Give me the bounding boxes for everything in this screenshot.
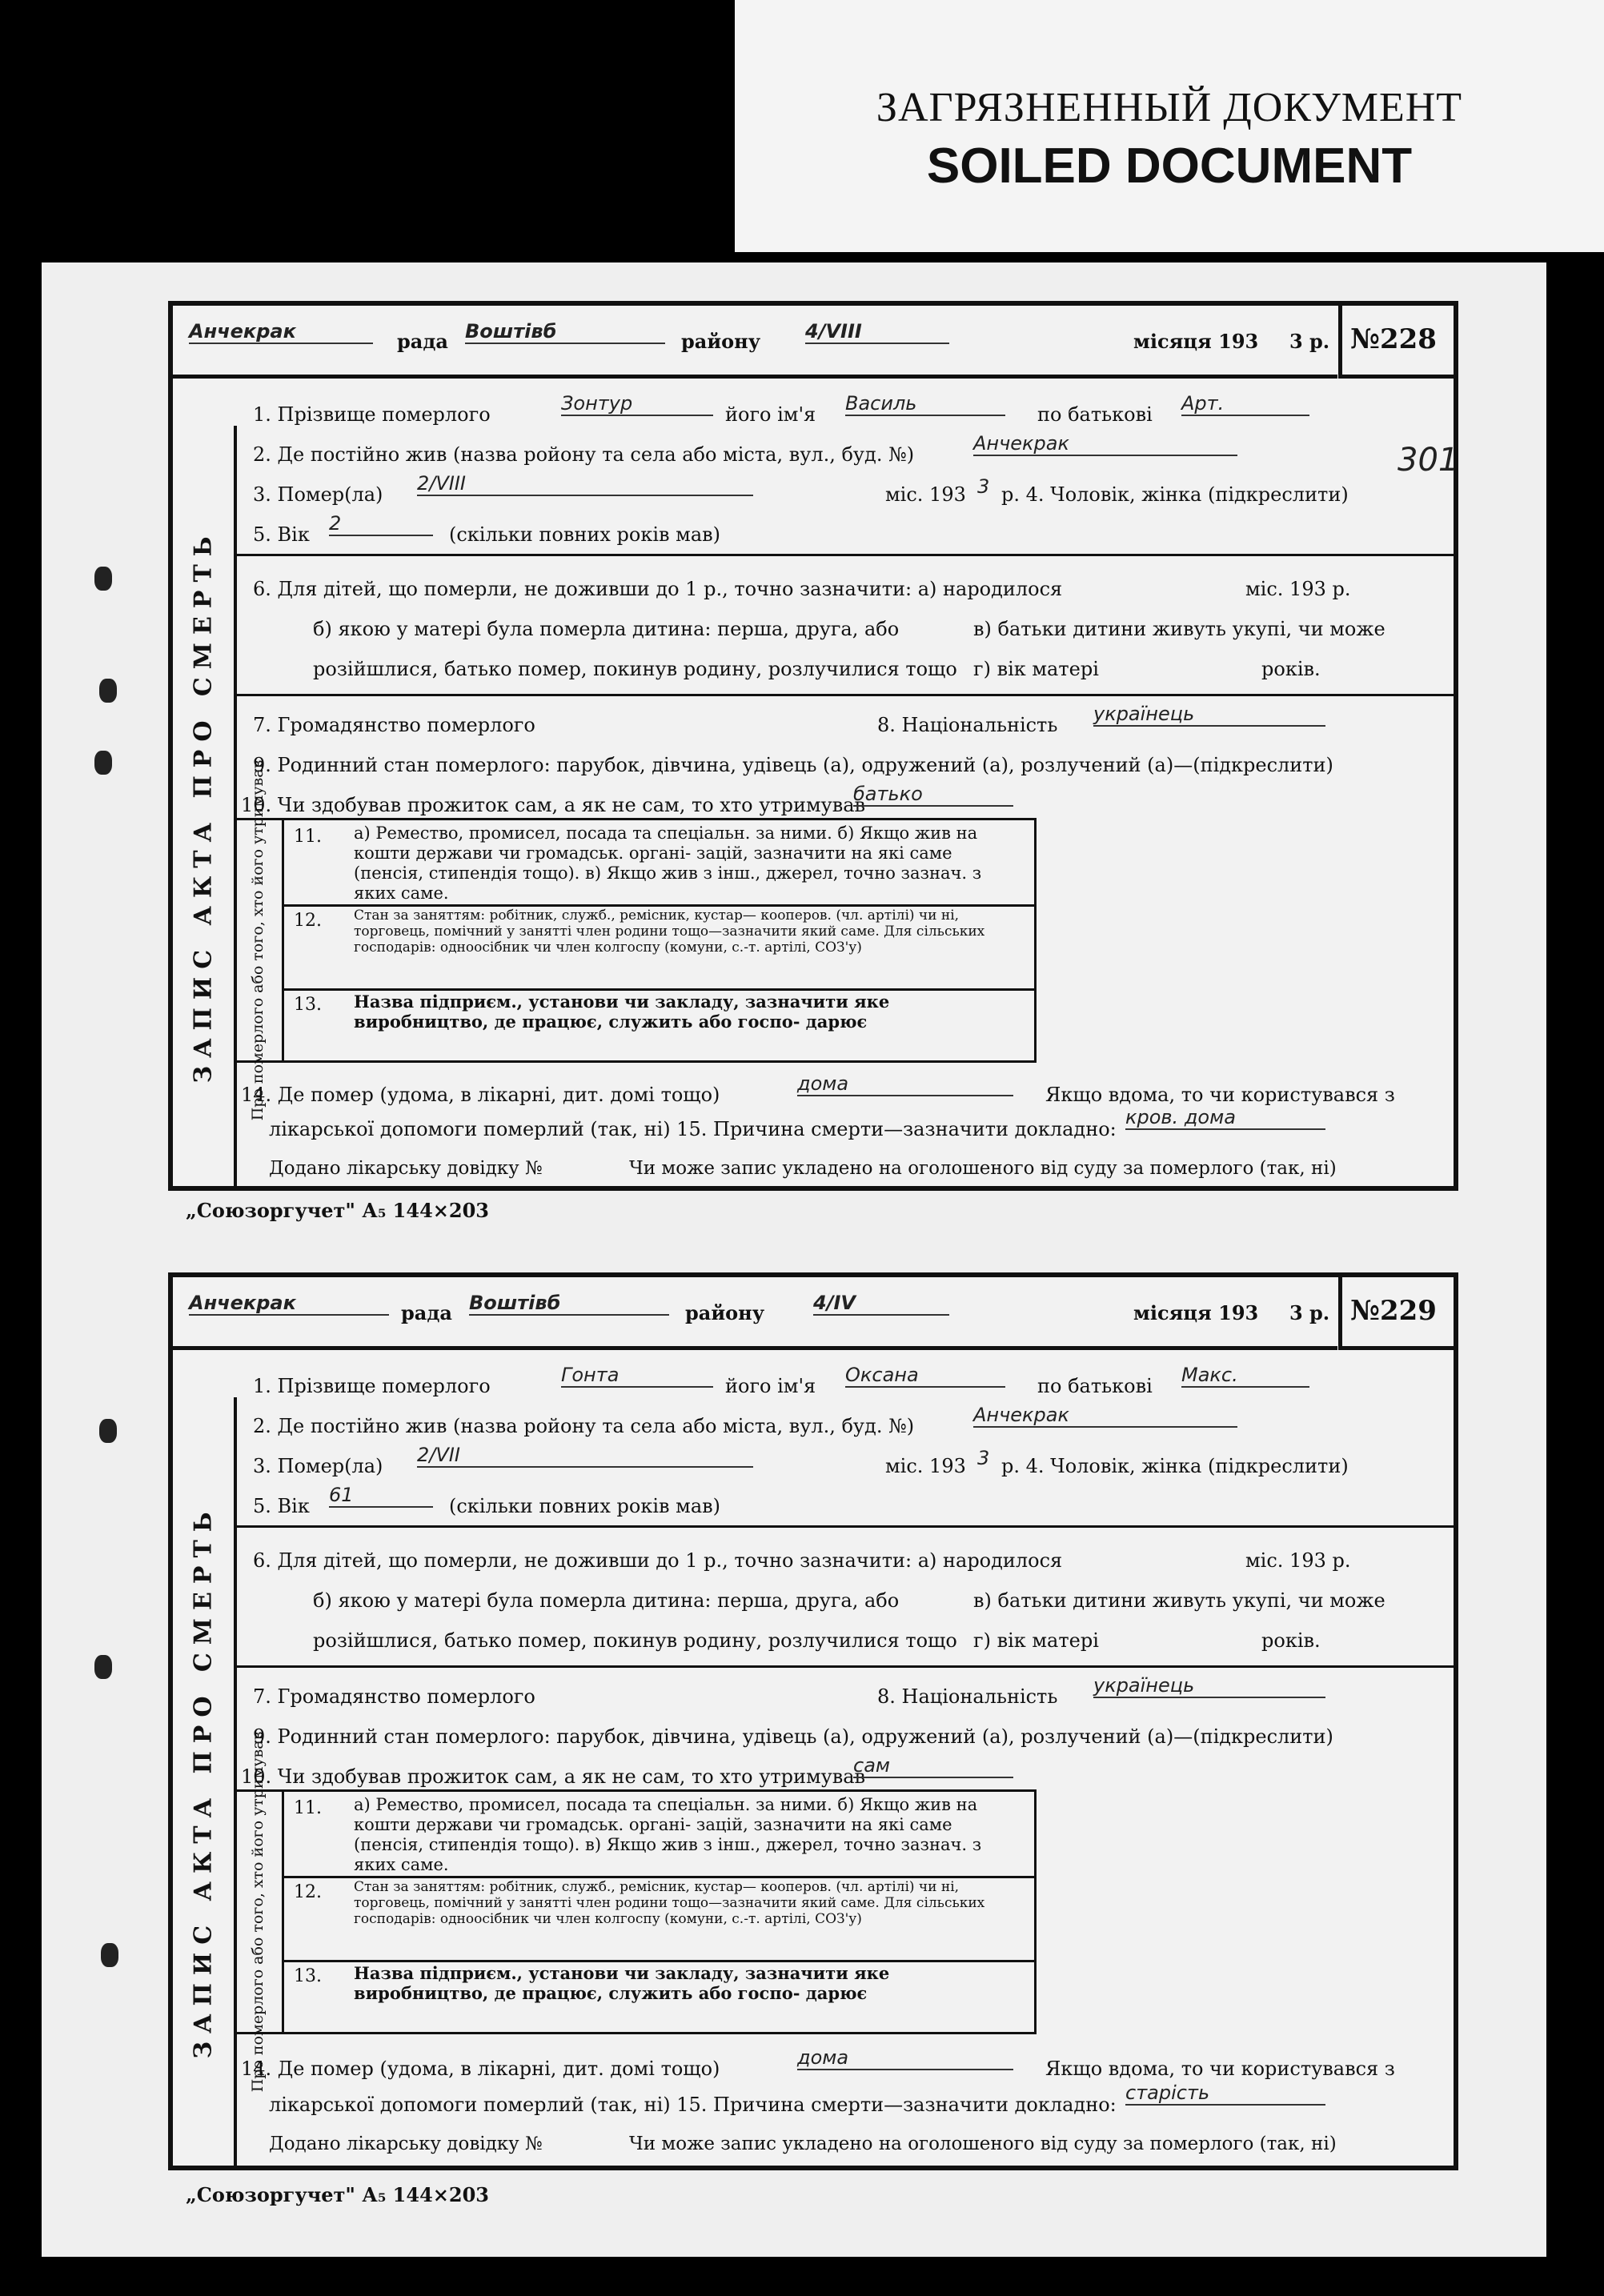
f9-label: 9. Родинний стан померлого: парубок, дівчина, удівець (а), одружений (а), розлучений (а)—(підкреслити) [253, 754, 1333, 776]
f6b-tail: в) батьки дитини живуть укупі, чи може [973, 618, 1385, 640]
f13-text: Назва підприєм., установи чи закладу, зазначити яке виробництво, де працює, служить або госпо- дарює [354, 1963, 890, 2003]
punch-hole [94, 1655, 112, 1679]
first-name: Оксана [845, 1364, 1005, 1388]
divider [234, 694, 1454, 696]
f6c-label: розійшлися, батько помер, покинув родину, розлучилися тощо [313, 658, 957, 680]
f14-label: 14. Де помер (удома, в лікарні, дит. домі тощо) [241, 1084, 720, 1106]
first-name: Василь [845, 392, 1005, 416]
name-label: його ім'я [725, 1375, 816, 1397]
side-title-text: ЗАПИС АКТА ПРО СМЕРТЬ [189, 528, 218, 1084]
death-record-card-1 [168, 301, 1458, 1191]
f8-label: 8. Національність [877, 714, 1058, 736]
rada-label: рада [401, 1301, 452, 1324]
margin-note: 301 [1397, 442, 1459, 479]
record-year: 3 [1289, 1301, 1303, 1324]
surname: Зонтур [561, 392, 713, 416]
rayon-label: району [681, 330, 761, 353]
f6a-label: 6. Для дітей, що померли, не доживши до 1 р., точно зазначити: а) народилося [253, 578, 1063, 600]
f6a-tail: міс. 193 р. [1245, 1549, 1351, 1572]
f11-row [282, 1792, 1034, 1878]
f13-num: 13. [294, 1966, 322, 1986]
death-date: 2/VII [417, 1444, 753, 1468]
village-name: Анчекрак [189, 320, 373, 344]
f12-text: Стан за заняттям: робітник, служб., ремісник, кустар— кооперов. (чл. артілі) чи ні, торговець, помічний у занятті член родини тощо—зазначити який саме. Для сільських господарів: одноосібник чи член колгоспу (комуни, с.-т. артілі, СОЗ'у) [354, 908, 985, 956]
f6c-tail: г) вік матері [973, 1629, 1099, 1652]
f4-label: р. 4. Чоловік, жінка (підкреслити) [1001, 1455, 1349, 1477]
f10-label: 10. Чи здобував прожиток сам, а як не сам, то хто утримував [241, 1765, 866, 1788]
rayon-label: району [685, 1301, 765, 1324]
certificate-label: Додано лікарську довідку № [269, 2134, 543, 2154]
nationality: українець [1093, 703, 1325, 727]
f11-row [282, 820, 1034, 907]
f15-label: лікарської допомоги померлий (так, ні) 15. Причина смерти—зазначити докладно: [269, 2094, 1117, 2116]
f13-num: 13. [294, 995, 322, 1015]
death-place: дома [797, 2046, 1013, 2070]
f9-label: 9. Родинний стан померлого: парубок, дівчина, удівець (а), одружений (а), розлучений (а)—(підкреслити) [253, 1725, 1333, 1748]
f14-tail: Якщо вдома, то чи користувався з [1045, 1084, 1395, 1106]
registration-number-text: №229 [1350, 1295, 1437, 1327]
record-date: 4/IV [813, 1292, 949, 1316]
f8-label: 8. Національність [877, 1685, 1058, 1708]
f11-num: 11. [294, 827, 322, 847]
registration-number [1338, 1277, 1458, 1350]
age: 2 [329, 512, 433, 536]
occupation-vertical-label [234, 759, 284, 1121]
court-label: Чи може запис укладено на оголошеного від суду за померлого (так, ні) [629, 1158, 1337, 1179]
f13-text: Назва підприєм., установи чи закладу, зазначити яке виробництво, де працює, служить або госпо- дарює [354, 992, 890, 1032]
f12-row [282, 1876, 1034, 1962]
rada-label: рада [397, 330, 448, 353]
label-russian: ЗАГРЯЗНЕННЫЙ ДОКУМЕНТ [876, 85, 1463, 130]
registration-number [1338, 306, 1458, 379]
record-year: 3 [1289, 330, 1303, 353]
death-year: 3 [977, 1447, 990, 1469]
supporter: сам [853, 1754, 1013, 1778]
f6b-tail: в) батьки дитини живуть укупі, чи може [973, 1589, 1385, 1612]
f14-tail: Якщо вдома, то чи користувався з [1045, 2058, 1395, 2080]
record-date: 4/VIII [805, 320, 949, 344]
cause-of-death: старість [1125, 2082, 1325, 2106]
card-header [173, 1277, 1337, 1350]
f2-label: 2. Де постійно жив (назва ройону та села або міста, вул., буд. №) [253, 1415, 915, 1437]
f7-label: 7. Громадянство померлого [253, 714, 535, 736]
punch-hole [99, 1419, 117, 1443]
f11-text: а) Ремество, промисел, посада та спеціальн. за ними. б) Якщо жив на кошти держави чи громадськ. органі- зацій, зазначити на які саме (пенсія, стипендія тощо). в) Якщо жив з інш., джерел, точно зазнач. з яких саме. [354, 1795, 982, 1874]
court-label: Чи може запис укладено на оголошеного від суду за померлого (так, ні) [629, 2134, 1337, 2154]
punch-hole [94, 567, 112, 591]
f5-label: 5. Вік [253, 523, 310, 546]
f12-num: 12. [294, 911, 322, 931]
f6a-tail: міс. 193 р. [1245, 578, 1351, 600]
f6b-label: б) якою у матері була померла дитина: перша, друга, або [313, 618, 900, 640]
card-header [173, 306, 1337, 379]
patronymic: Арт. [1181, 392, 1309, 416]
year-suffix: р. [1309, 1301, 1330, 1324]
f3-month-label: міс. 193 [885, 1455, 966, 1477]
village-name: Анчекрак [189, 1292, 389, 1316]
cause-of-death: кров. дома [1125, 1106, 1325, 1130]
printer-footer: „Союзоргучет" А₅ 144×203 [186, 1199, 489, 1222]
name-label: його ім'я [725, 403, 816, 426]
document-sheet [42, 262, 1546, 2257]
death-place: дома [797, 1072, 1013, 1096]
f12-text: Стан за заняттям: робітник, служб., ремісник, кустар— кооперов. (чл. артілі) чи ні, торговець, помічний у занятті член родини тощо—зазначити який саме. Для сільських господарів: одноосібник чи член колгоспу (комуни, с.-т. артілі, СОЗ'у) [354, 1879, 985, 1927]
death-date: 2/VIII [417, 472, 753, 496]
soiled-document-label [735, 0, 1604, 252]
f1-label: 1. Прізвище померлого [253, 1375, 491, 1397]
f15-label: лікарської допомоги померлий (так, ні) 15. Причина смерти—зазначити докладно: [269, 1118, 1117, 1140]
divider [234, 554, 1454, 556]
year-suffix: р. [1309, 330, 1330, 353]
f4-label: р. 4. Чоловік, жінка (підкреслити) [1001, 483, 1349, 506]
side-title [173, 426, 237, 1186]
side-title-text: ЗАПИС АКТА ПРО СМЕРТЬ [189, 1504, 218, 2059]
f3-month-label: міс. 193 [885, 483, 966, 506]
f5-label: 5. Вік [253, 1495, 310, 1517]
f6c-end: років. [1261, 658, 1321, 680]
nationality: українець [1093, 1674, 1325, 1698]
f6a-label: 6. Для дітей, що померли, не доживши до 1 р., точно зазначити: а) народилося [253, 1549, 1063, 1572]
district-name: Воштівб [469, 1292, 669, 1316]
divider [234, 1665, 1454, 1668]
f2-label: 2. Де постійно жив (назва ройону та села або міста, вул., буд. №) [253, 443, 915, 466]
f6c-tail: г) вік матері [973, 658, 1099, 680]
f3-label: 3. Помер(ла) [253, 483, 383, 506]
printer-footer: „Союзоргучет" А₅ 144×203 [186, 2183, 489, 2206]
f12-num: 12. [294, 1882, 322, 1902]
occupation-vertical-text: Про померлого або того, хто його утримував [249, 759, 267, 1121]
residence: Анчекрак [973, 1404, 1237, 1428]
f6c-label: розійшлися, батько помер, покинув родину, розлучилися тощо [313, 1629, 957, 1652]
f6c-end: років. [1261, 1629, 1321, 1652]
f10-label: 10. Чи здобував прожиток сам, а як не сам, то хто утримував [241, 794, 866, 816]
f6b-label: б) якою у матері була померла дитина: перша, друга, або [313, 1589, 900, 1612]
certificate-label: Додано лікарську довідку № [269, 1158, 543, 1179]
divider [234, 1525, 1454, 1528]
punch-hole [101, 1943, 118, 1967]
side-title [173, 1397, 237, 2166]
f13-row [282, 988, 1034, 1058]
surname: Гонта [561, 1364, 713, 1388]
registration-number-text: №228 [1350, 323, 1437, 355]
punch-hole [99, 679, 117, 703]
patronymic-label: по батькові [1037, 1375, 1153, 1397]
occupation-vertical-label [234, 1731, 284, 2093]
f7-label: 7. Громадянство померлого [253, 1685, 535, 1708]
label-english: SOILED DOCUMENT [926, 138, 1413, 194]
death-year: 3 [977, 475, 990, 498]
f13-row [282, 1960, 1034, 2030]
f5-tail: (скільки повних років мав) [449, 1495, 721, 1517]
punch-hole [94, 751, 112, 775]
f12-row [282, 904, 1034, 991]
month-label: місяця 193 [1133, 330, 1259, 353]
supporter: батько [853, 783, 1013, 807]
residence: Анчекрак [973, 432, 1237, 456]
district-name: Воштівб [465, 320, 665, 344]
age: 61 [329, 1484, 433, 1508]
f1-label: 1. Прізвище померлого [253, 403, 491, 426]
occupation-vertical-text: Про померлого або того, хто його утримував [249, 1731, 267, 2093]
patronymic-label: по батькові [1037, 403, 1153, 426]
f14-label: 14. Де помер (удома, в лікарні, дит. домі тощо) [241, 2058, 720, 2080]
f3-label: 3. Помер(ла) [253, 1455, 383, 1477]
f5-tail: (скільки повних років мав) [449, 523, 721, 546]
patronymic: Макс. [1181, 1364, 1309, 1388]
death-record-card-2 [168, 1272, 1458, 2170]
f11-text: а) Ремество, промисел, посада та спеціальн. за ними. б) Якщо жив на кошти держави чи громадськ. органі- зацій, зазначити на які саме (пенсія, стипендія тощо). в) Якщо жив з інш., джерел, точно зазнач. з яких саме. [354, 823, 982, 903]
f11-num: 11. [294, 1798, 322, 1818]
month-label: місяця 193 [1133, 1301, 1259, 1324]
